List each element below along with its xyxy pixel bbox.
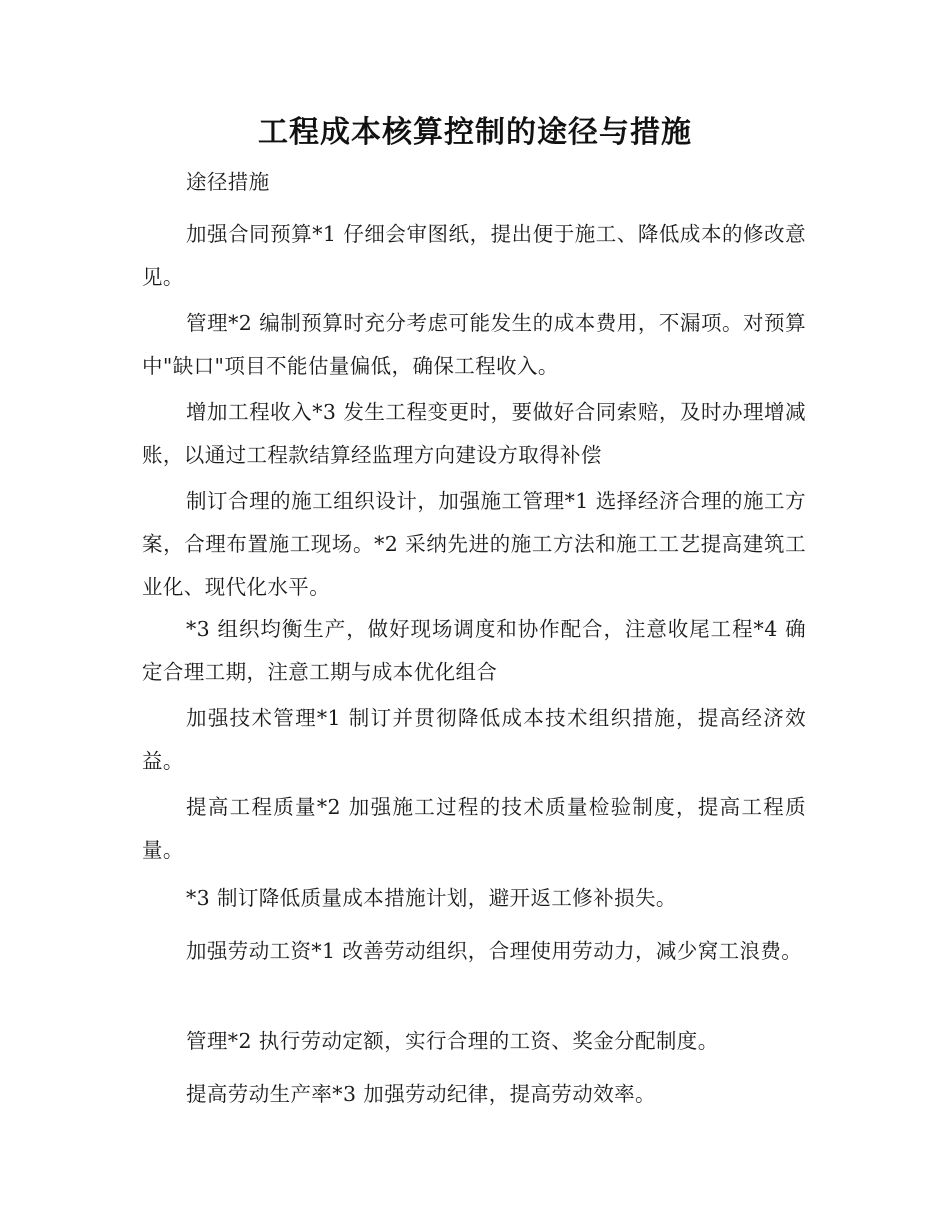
paragraph-9: 加强劳动工资*1 改善劳动组织，合理使用劳动力，减少窝工浪费。 — [186, 939, 803, 963]
paragraph-0: 途径措施 — [186, 170, 270, 194]
paragraph-6: 加强技术管理*1 制订并贯彻降低成本技术组织措施，提高经济效益。 — [142, 706, 806, 773]
paragraph-3: 增加工程收入*3 发生工程变更时，要做好合同索赔，及时办理增减账，以通过工程款结算经监理方向建设方取得补偿 — [142, 400, 806, 467]
paragraph-7: 提高工程质量*2 加强施工过程的技术质量检验制度，提高工程质量。 — [142, 795, 806, 862]
paragraph-10: 管理*2 执行劳动定额，实行合理的工资、奖金分配制度。 — [186, 1029, 719, 1053]
paragraph-11: 提高劳动生产率*3 加强劳动纪律，提高劳动效率。 — [186, 1082, 656, 1106]
paragraph-5: *3 组织均衡生产，做好现场调度和协作配合，注意收尾工程*4 确定合理工期，注意工期与成本优化组合 — [142, 617, 806, 684]
paragraph-8: *3 制订降低质量成本措施计划，避开返工修补损失。 — [186, 886, 677, 910]
document-title: 工程成本核算控制的途径与措施 — [258, 115, 692, 150]
paragraph-1: 加强合同预算*1 仔细会审图纸，提出便于施工、降低成本的修改意见。 — [142, 222, 806, 289]
paragraph-2: 管理*2 编制预算时充分考虑可能发生的成本费用，不漏项。对预算中"缺口"项目不能估量偏低，确保工程收入。 — [142, 311, 806, 378]
paragraph-4: 制订合理的施工组织设计，加强施工管理*1 选择经济合理的施工方案，合理布置施工现场。*2 采纳先进的施工方法和施工工艺提高建筑工业化、现代化水平。 — [142, 489, 806, 599]
